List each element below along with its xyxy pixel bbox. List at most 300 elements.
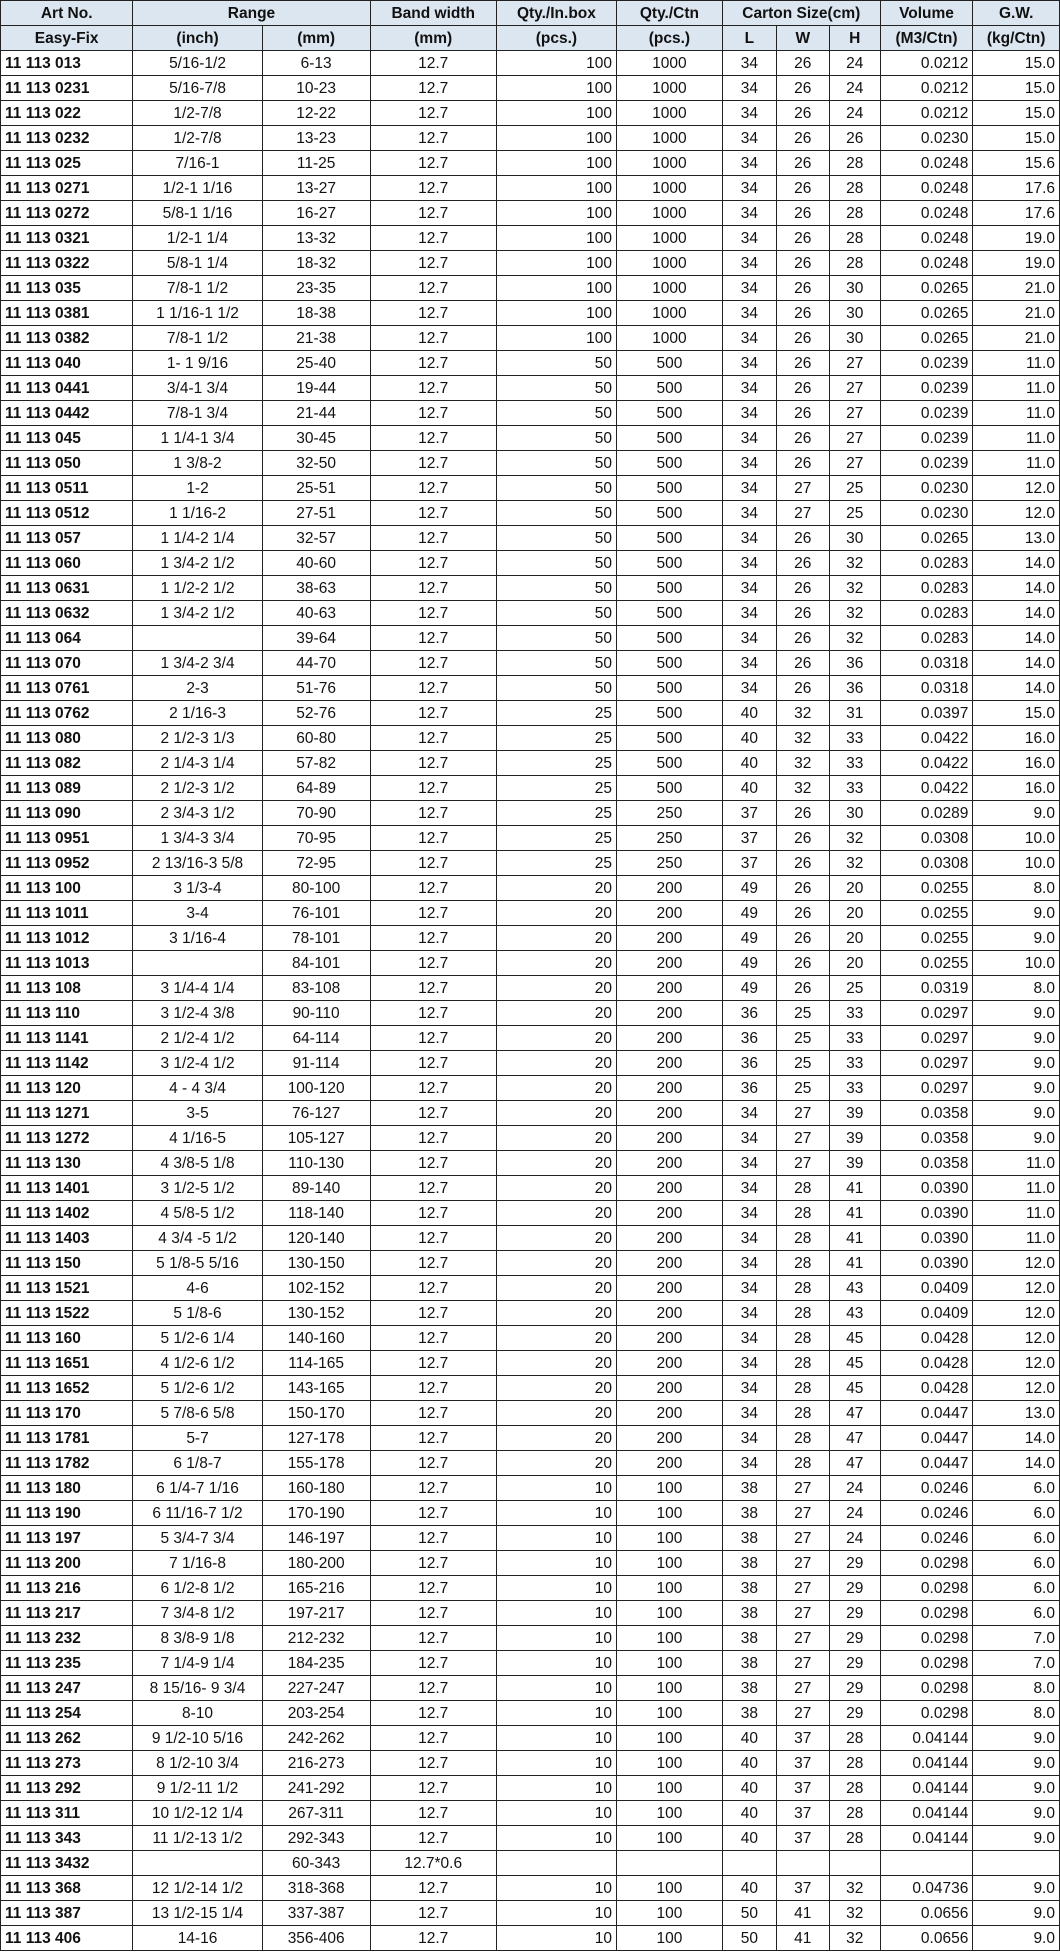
cell-gw: 11.0: [973, 451, 1060, 476]
cell-gw: 14.0: [973, 626, 1060, 651]
cell-carton-w: 32: [776, 726, 829, 751]
cell-qty-inbox: 10: [496, 1576, 616, 1601]
cell-carton-w: 37: [776, 1801, 829, 1826]
cell-band-width: 12.7: [370, 226, 496, 251]
cell-carton-h: 43: [829, 1276, 880, 1301]
cell-carton-h: 47: [829, 1426, 880, 1451]
cell-band-width: 12.7: [370, 851, 496, 876]
cell-range-mm: 76-127: [262, 1101, 370, 1126]
cell-range-inch: 1/2-7/8: [133, 101, 262, 126]
cell-qty-inbox: 20: [496, 1276, 616, 1301]
cell-gw: 15.0: [973, 51, 1060, 76]
cell-art-no: 11 113 216: [1, 1576, 133, 1601]
cell-range-inch: 12 1/2-14 1/2: [133, 1876, 262, 1901]
table-row: [1, 1651, 1060, 1676]
cell-volume: 0.0289: [880, 801, 973, 826]
cell-band-width: 12.7: [370, 1876, 496, 1901]
cell-volume: 0.0283: [880, 576, 973, 601]
cell-gw: 15.6: [973, 151, 1060, 176]
cell-carton-h: 47: [829, 1451, 880, 1476]
cell-range-inch: 5 1/2-6 1/2: [133, 1376, 262, 1401]
cell-carton-w: 26: [776, 101, 829, 126]
cell-carton-h: 33: [829, 726, 880, 751]
cell-band-width: 12.7: [370, 251, 496, 276]
cell-art-no: 11 113 0511: [1, 476, 133, 501]
cell-qty-inbox: 10: [496, 1801, 616, 1826]
header-inch: (inch): [133, 26, 262, 51]
cell-band-width: 12.7: [370, 926, 496, 951]
header-row-1: [1, 1, 1060, 26]
cell-band-width: 12.7: [370, 201, 496, 226]
cell-band-width: 12.7: [370, 501, 496, 526]
table-row: [1, 1726, 1060, 1751]
cell-range-inch: 6 11/16-7 1/2: [133, 1501, 262, 1526]
cell-qty-ctn: 100: [616, 1576, 722, 1601]
cell-qty-inbox: 10: [496, 1526, 616, 1551]
cell-qty-inbox: 20: [496, 1076, 616, 1101]
cell-volume: 0.0298: [880, 1701, 973, 1726]
cell-gw: 7.0: [973, 1626, 1060, 1651]
cell-carton-w: [776, 1851, 829, 1876]
cell-gw: 17.6: [973, 201, 1060, 226]
cell-gw: 17.6: [973, 176, 1060, 201]
cell-qty-ctn: 200: [616, 1326, 722, 1351]
cell-volume: 0.0318: [880, 651, 973, 676]
cell-qty-ctn: 100: [616, 1626, 722, 1651]
cell-qty-inbox: 20: [496, 951, 616, 976]
cell-band-width: 12.7: [370, 1901, 496, 1926]
cell-carton-l: 34: [722, 326, 776, 351]
cell-qty-ctn: 200: [616, 876, 722, 901]
cell-carton-h: 41: [829, 1251, 880, 1276]
table-row: [1, 1351, 1060, 1376]
cell-carton-h: [829, 1851, 880, 1876]
cell-band-width: 12.7: [370, 1001, 496, 1026]
cell-carton-h: 29: [829, 1576, 880, 1601]
cell-carton-h: 45: [829, 1326, 880, 1351]
cell-gw: 11.0: [973, 1151, 1060, 1176]
cell-range-inch: 1- 1 9/16: [133, 351, 262, 376]
cell-qty-ctn: 100: [616, 1551, 722, 1576]
cell-range-inch: 4 1/2-6 1/2: [133, 1351, 262, 1376]
cell-volume: 0.0248: [880, 176, 973, 201]
cell-carton-h: 33: [829, 1001, 880, 1026]
cell-art-no: 11 113 0272: [1, 201, 133, 226]
cell-art-no: 11 113 0442: [1, 401, 133, 426]
cell-band-width: 12.7: [370, 951, 496, 976]
table-row: [1, 401, 1060, 426]
cell-qty-ctn: [616, 1851, 722, 1876]
cell-carton-w: 26: [776, 926, 829, 951]
cell-volume: 0.0428: [880, 1326, 973, 1351]
table-row: [1, 176, 1060, 201]
cell-carton-w: 37: [776, 1826, 829, 1851]
cell-qty-inbox: 50: [496, 501, 616, 526]
cell-carton-w: 32: [776, 701, 829, 726]
cell-carton-w: 27: [776, 1576, 829, 1601]
cell-range-mm: 102-152: [262, 1276, 370, 1301]
cell-art-no: 11 113 130: [1, 1151, 133, 1176]
cell-qty-ctn: 1000: [616, 301, 722, 326]
cell-band-width: 12.7: [370, 1326, 496, 1351]
cell-carton-w: 37: [776, 1776, 829, 1801]
cell-qty-inbox: 10: [496, 1926, 616, 1951]
cell-qty-ctn: 500: [616, 551, 722, 576]
cell-carton-h: 32: [829, 851, 880, 876]
cell-volume: 0.0298: [880, 1651, 973, 1676]
cell-qty-ctn: 1000: [616, 226, 722, 251]
cell-carton-w: 26: [776, 401, 829, 426]
cell-range-inch: 14-16: [133, 1926, 262, 1951]
cell-carton-w: 26: [776, 651, 829, 676]
cell-range-inch: 1-2: [133, 476, 262, 501]
cell-carton-l: 37: [722, 851, 776, 876]
cell-art-no: 11 113 050: [1, 451, 133, 476]
cell-qty-inbox: 25: [496, 826, 616, 851]
cell-carton-h: 29: [829, 1551, 880, 1576]
cell-carton-h: 20: [829, 901, 880, 926]
cell-carton-l: 40: [722, 701, 776, 726]
table-row: [1, 1501, 1060, 1526]
cell-volume: 0.0390: [880, 1176, 973, 1201]
cell-band-width: 12.7: [370, 401, 496, 426]
cell-volume: 0.0428: [880, 1351, 973, 1376]
cell-carton-h: 30: [829, 276, 880, 301]
cell-carton-l: 34: [722, 351, 776, 376]
cell-volume: 0.0447: [880, 1426, 973, 1451]
cell-gw: 8.0: [973, 976, 1060, 1001]
cell-carton-w: 25: [776, 1026, 829, 1051]
cell-volume: 0.04144: [880, 1776, 973, 1801]
cell-band-width: 12.7: [370, 1251, 496, 1276]
cell-art-no: 11 113 035: [1, 276, 133, 301]
cell-gw: 15.0: [973, 101, 1060, 126]
cell-carton-l: 36: [722, 1026, 776, 1051]
cell-qty-inbox: 100: [496, 301, 616, 326]
cell-carton-l: 34: [722, 1176, 776, 1201]
cell-qty-inbox: 25: [496, 751, 616, 776]
cell-carton-w: 27: [776, 476, 829, 501]
cell-carton-l: 38: [722, 1526, 776, 1551]
cell-range-mm: 91-114: [262, 1051, 370, 1076]
cell-qty-inbox: 10: [496, 1726, 616, 1751]
cell-volume: 0.0447: [880, 1451, 973, 1476]
cell-carton-w: 27: [776, 1151, 829, 1176]
cell-band-width: 12.7: [370, 651, 496, 676]
cell-gw: 13.0: [973, 526, 1060, 551]
cell-range-mm: 83-108: [262, 976, 370, 1001]
cell-gw: 21.0: [973, 276, 1060, 301]
cell-art-no: 11 113 160: [1, 1326, 133, 1351]
cell-volume: 0.0265: [880, 526, 973, 551]
cell-carton-w: 27: [776, 1676, 829, 1701]
table-row: [1, 626, 1060, 651]
cell-band-width: 12.7: [370, 726, 496, 751]
cell-range-inch: 5/8-1 1/4: [133, 251, 262, 276]
cell-band-width: 12.7: [370, 626, 496, 651]
cell-volume: 0.0358: [880, 1151, 973, 1176]
cell-carton-l: 34: [722, 651, 776, 676]
cell-carton-l: 34: [722, 1276, 776, 1301]
cell-gw: 12.0: [973, 1251, 1060, 1276]
cell-qty-inbox: 10: [496, 1676, 616, 1701]
cell-range-mm: 143-165: [262, 1376, 370, 1401]
cell-carton-l: [722, 1851, 776, 1876]
cell-volume: 0.0212: [880, 51, 973, 76]
cell-gw: 12.0: [973, 1351, 1060, 1376]
cell-carton-w: 28: [776, 1351, 829, 1376]
cell-carton-w: 32: [776, 751, 829, 776]
cell-carton-l: 36: [722, 1076, 776, 1101]
cell-art-no: 11 113 254: [1, 1701, 133, 1726]
cell-carton-h: 28: [829, 1776, 880, 1801]
cell-carton-w: 27: [776, 1126, 829, 1151]
cell-carton-h: 20: [829, 951, 880, 976]
cell-carton-l: 40: [722, 776, 776, 801]
table-row: [1, 776, 1060, 801]
cell-range-mm: 216-273: [262, 1751, 370, 1776]
cell-volume: 0.0422: [880, 751, 973, 776]
cell-range-inch: 8 3/8-9 1/8: [133, 1626, 262, 1651]
cell-range-inch: 7 1/16-8: [133, 1551, 262, 1576]
cell-carton-w: 26: [776, 126, 829, 151]
cell-carton-h: 28: [829, 251, 880, 276]
cell-qty-ctn: 500: [616, 751, 722, 776]
cell-band-width: 12.7: [370, 776, 496, 801]
cell-carton-l: 40: [722, 1726, 776, 1751]
cell-range-mm: 146-197: [262, 1526, 370, 1551]
cell-gw: 6.0: [973, 1551, 1060, 1576]
cell-qty-ctn: 1000: [616, 76, 722, 101]
cell-art-no: 11 113 0231: [1, 76, 133, 101]
cell-range-mm: 23-35: [262, 276, 370, 301]
cell-qty-ctn: 1000: [616, 176, 722, 201]
cell-volume: 0.0265: [880, 326, 973, 351]
cell-carton-w: 28: [776, 1376, 829, 1401]
table-row: [1, 301, 1060, 326]
cell-range-inch: 5 1/8-6: [133, 1301, 262, 1326]
cell-carton-h: 32: [829, 1926, 880, 1951]
cell-carton-l: 34: [722, 301, 776, 326]
header-mm: (mm): [262, 26, 370, 51]
cell-qty-inbox: 20: [496, 1326, 616, 1351]
cell-art-no: 11 113 1651: [1, 1351, 133, 1376]
cell-carton-w: 26: [776, 451, 829, 476]
cell-range-inch: [133, 626, 262, 651]
cell-gw: 10.0: [973, 951, 1060, 976]
header-band-width-unit: (mm): [370, 26, 496, 51]
cell-art-no: 11 113 0762: [1, 701, 133, 726]
table-row: [1, 1226, 1060, 1251]
cell-qty-inbox: 50: [496, 626, 616, 651]
cell-volume: 0.0212: [880, 76, 973, 101]
cell-carton-w: 26: [776, 276, 829, 301]
cell-carton-l: 34: [722, 1201, 776, 1226]
cell-band-width: 12.7: [370, 1751, 496, 1776]
cell-carton-h: 29: [829, 1676, 880, 1701]
cell-carton-h: 39: [829, 1101, 880, 1126]
cell-range-inch: 6 1/2-8 1/2: [133, 1576, 262, 1601]
cell-band-width: 12.7: [370, 901, 496, 926]
cell-gw: 10.0: [973, 851, 1060, 876]
cell-range-inch: 8-10: [133, 1701, 262, 1726]
cell-band-width: 12.7: [370, 551, 496, 576]
cell-art-no: 11 113 0632: [1, 601, 133, 626]
cell-qty-ctn: 500: [616, 651, 722, 676]
cell-qty-inbox: 20: [496, 1051, 616, 1076]
cell-qty-ctn: 500: [616, 476, 722, 501]
cell-band-width: 12.7: [370, 351, 496, 376]
cell-gw: 9.0: [973, 1876, 1060, 1901]
cell-range-mm: 80-100: [262, 876, 370, 901]
cell-carton-l: 34: [722, 526, 776, 551]
cell-qty-ctn: 200: [616, 901, 722, 926]
cell-qty-ctn: 1000: [616, 101, 722, 126]
cell-carton-w: 26: [776, 376, 829, 401]
cell-volume: 0.0298: [880, 1626, 973, 1651]
cell-carton-h: 28: [829, 226, 880, 251]
cell-carton-w: 27: [776, 1551, 829, 1576]
cell-carton-l: 34: [722, 251, 776, 276]
cell-art-no: 11 113 0952: [1, 851, 133, 876]
cell-gw: 9.0: [973, 926, 1060, 951]
cell-gw: 12.0: [973, 501, 1060, 526]
cell-band-width: 12.7: [370, 876, 496, 901]
cell-gw: 14.0: [973, 576, 1060, 601]
cell-art-no: 11 113 013: [1, 51, 133, 76]
cell-qty-inbox: 20: [496, 1101, 616, 1126]
cell-carton-h: 39: [829, 1151, 880, 1176]
cell-gw: 11.0: [973, 1201, 1060, 1226]
table-row: [1, 326, 1060, 351]
cell-gw: 14.0: [973, 1426, 1060, 1451]
cell-carton-h: 29: [829, 1626, 880, 1651]
cell-gw: 11.0: [973, 376, 1060, 401]
cell-qty-inbox: 100: [496, 76, 616, 101]
cell-range-inch: 7/8-1 3/4: [133, 401, 262, 426]
cell-gw: 13.0: [973, 1401, 1060, 1426]
cell-range-inch: 2 1/2-4 1/2: [133, 1026, 262, 1051]
cell-carton-l: 34: [722, 676, 776, 701]
cell-range-inch: 4-6: [133, 1276, 262, 1301]
table-row: [1, 501, 1060, 526]
cell-qty-ctn: 200: [616, 1026, 722, 1051]
cell-carton-w: 41: [776, 1926, 829, 1951]
cell-range-mm: 16-27: [262, 201, 370, 226]
cell-band-width: 12.7: [370, 1051, 496, 1076]
cell-range-mm: 110-130: [262, 1151, 370, 1176]
cell-qty-inbox: [496, 1851, 616, 1876]
cell-qty-inbox: 20: [496, 1251, 616, 1276]
cell-band-width: 12.7: [370, 976, 496, 1001]
table-row: [1, 951, 1060, 976]
cell-range-mm: 118-140: [262, 1201, 370, 1226]
cell-qty-inbox: 25: [496, 851, 616, 876]
cell-carton-h: 32: [829, 626, 880, 651]
cell-volume: 0.04144: [880, 1826, 973, 1851]
cell-carton-w: 28: [776, 1451, 829, 1476]
cell-carton-w: 26: [776, 326, 829, 351]
cell-range-inch: 7/8-1 1/2: [133, 276, 262, 301]
cell-qty-inbox: 20: [496, 1176, 616, 1201]
cell-volume: 0.0255: [880, 926, 973, 951]
cell-carton-l: 34: [722, 201, 776, 226]
cell-carton-w: 26: [776, 976, 829, 1001]
cell-range-mm: 105-127: [262, 1126, 370, 1151]
cell-qty-ctn: 250: [616, 801, 722, 826]
cell-qty-ctn: 500: [616, 451, 722, 476]
cell-band-width: 12.7: [370, 1676, 496, 1701]
cell-qty-ctn: 100: [616, 1526, 722, 1551]
cell-gw: 8.0: [973, 1676, 1060, 1701]
cell-range-mm: 70-95: [262, 826, 370, 851]
cell-carton-h: 32: [829, 601, 880, 626]
cell-carton-h: 27: [829, 351, 880, 376]
cell-band-width: 12.7: [370, 1376, 496, 1401]
cell-qty-ctn: 100: [616, 1801, 722, 1826]
table-row: [1, 1376, 1060, 1401]
cell-range-mm: 120-140: [262, 1226, 370, 1251]
cell-art-no: 11 113 190: [1, 1501, 133, 1526]
cell-range-mm: 292-343: [262, 1826, 370, 1851]
cell-carton-l: 34: [722, 601, 776, 626]
cell-carton-h: 28: [829, 151, 880, 176]
cell-carton-l: 40: [722, 751, 776, 776]
table-row: [1, 226, 1060, 251]
cell-range-mm: 27-51: [262, 501, 370, 526]
cell-carton-w: 26: [776, 801, 829, 826]
cell-range-mm: 64-114: [262, 1026, 370, 1051]
cell-volume: 0.0239: [880, 376, 973, 401]
cell-carton-w: 26: [776, 851, 829, 876]
cell-qty-ctn: 200: [616, 1401, 722, 1426]
cell-carton-h: 29: [829, 1601, 880, 1626]
cell-gw: 15.0: [973, 126, 1060, 151]
cell-volume: 0.0297: [880, 1076, 973, 1101]
cell-range-inch: 5-7: [133, 1426, 262, 1451]
header-qty-inbox-unit: (pcs.): [496, 26, 616, 51]
cell-band-width: 12.7: [370, 1451, 496, 1476]
cell-carton-w: 27: [776, 1101, 829, 1126]
cell-gw: 6.0: [973, 1501, 1060, 1526]
cell-range-mm: 40-63: [262, 601, 370, 626]
cell-carton-w: 26: [776, 51, 829, 76]
cell-qty-ctn: 200: [616, 1176, 722, 1201]
header-carton-size: Carton Size(cm): [722, 1, 880, 26]
cell-carton-h: 30: [829, 801, 880, 826]
table-row: [1, 1276, 1060, 1301]
table-row: [1, 1301, 1060, 1326]
table-row: [1, 601, 1060, 626]
cell-volume: 0.0656: [880, 1926, 973, 1951]
cell-range-inch: 4 1/16-5: [133, 1126, 262, 1151]
cell-range-inch: 8 15/16- 9 3/4: [133, 1676, 262, 1701]
cell-range-mm: 18-38: [262, 301, 370, 326]
cell-band-width: 12.7: [370, 1151, 496, 1176]
cell-gw: 12.0: [973, 476, 1060, 501]
table-row: [1, 1126, 1060, 1151]
cell-carton-l: 34: [722, 126, 776, 151]
cell-qty-ctn: 200: [616, 926, 722, 951]
cell-art-no: 11 113 292: [1, 1776, 133, 1801]
cell-gw: 14.0: [973, 676, 1060, 701]
cell-qty-ctn: 500: [616, 776, 722, 801]
cell-range-mm: 203-254: [262, 1701, 370, 1726]
cell-range-inch: 4 3/4 -5 1/2: [133, 1226, 262, 1251]
cell-carton-w: 25: [776, 1001, 829, 1026]
cell-art-no: 11 113 3432: [1, 1851, 133, 1876]
cell-qty-inbox: 25: [496, 701, 616, 726]
